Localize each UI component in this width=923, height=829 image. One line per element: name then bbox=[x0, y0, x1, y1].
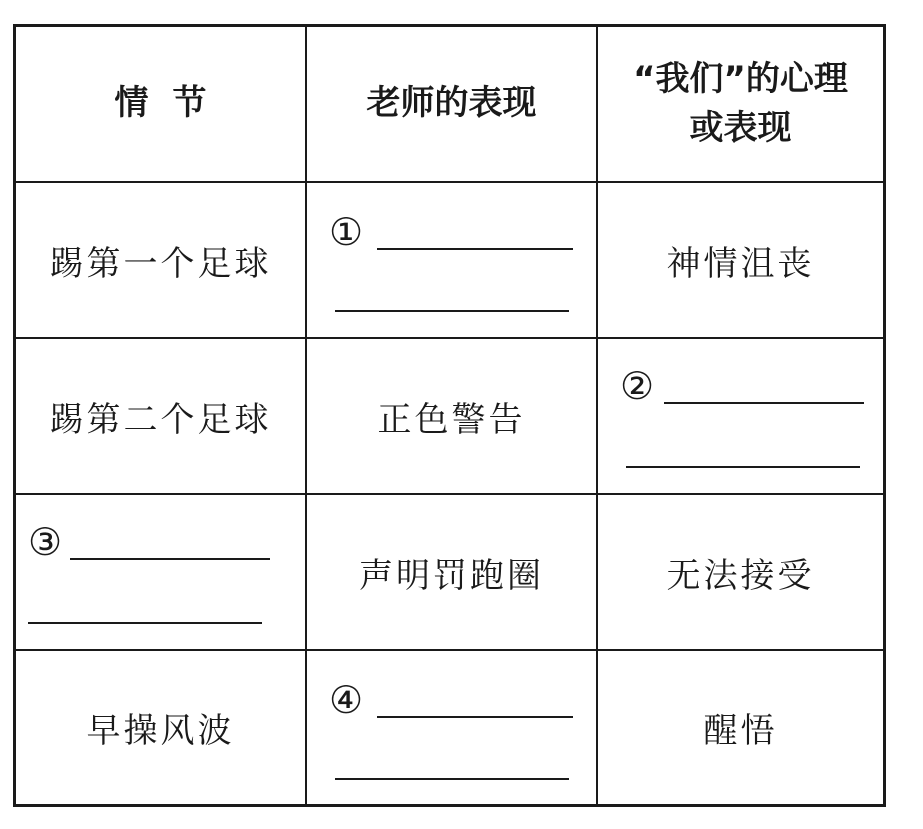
row4-students: 醒悟 bbox=[703, 711, 778, 751]
row3-plot-blank-cell[interactable] bbox=[16, 495, 307, 651]
header-cell-teacher bbox=[307, 27, 598, 183]
header-plot: 情节 bbox=[114, 83, 231, 124]
blank-line-4a bbox=[377, 716, 573, 718]
answer-table bbox=[13, 24, 886, 807]
header-students-line1: “我们”的心理 bbox=[633, 58, 848, 99]
blank-number-3: ③ bbox=[28, 520, 63, 564]
header-cell-students bbox=[598, 27, 883, 183]
row1-plot-cell bbox=[16, 183, 307, 339]
blank-line-3a bbox=[70, 558, 270, 560]
row4-teacher-blank-cell[interactable] bbox=[307, 651, 598, 804]
row4-plot: 早操风波 bbox=[86, 711, 235, 751]
blank-line-4b bbox=[335, 778, 569, 780]
answer-blank-4[interactable] bbox=[307, 651, 596, 804]
row3-students-cell bbox=[598, 495, 883, 651]
blank-line-3b bbox=[28, 622, 262, 624]
row1-plot: 踢第一个足球 bbox=[49, 243, 272, 284]
row2-plot: 踢第二个足球 bbox=[49, 399, 272, 440]
answer-blank-3[interactable] bbox=[16, 495, 305, 649]
header-students-line2: 或表现 bbox=[689, 108, 792, 148]
row1-students: 神情沮丧 bbox=[666, 243, 815, 284]
row2-students-blank-cell[interactable] bbox=[598, 339, 883, 495]
header-cell-plot bbox=[16, 27, 307, 183]
blank-line-1a bbox=[377, 248, 573, 250]
row3-teacher: 声明罚跑圈 bbox=[359, 555, 544, 596]
row4-students-cell bbox=[598, 651, 883, 804]
row2-teacher-cell bbox=[307, 339, 598, 495]
header-students bbox=[633, 55, 848, 154]
row3-teacher-cell bbox=[307, 495, 598, 651]
blank-line-2b bbox=[626, 466, 860, 468]
blank-line-2a bbox=[664, 402, 864, 404]
blank-number-1: ① bbox=[329, 210, 364, 254]
row3-students: 无法接受 bbox=[666, 555, 815, 596]
row2-plot-cell bbox=[16, 339, 307, 495]
answer-blank-1[interactable] bbox=[307, 183, 596, 337]
header-teacher: 老师的表现 bbox=[366, 83, 537, 124]
blank-number-2: ② bbox=[620, 364, 655, 408]
row1-teacher-blank-cell[interactable] bbox=[307, 183, 598, 339]
row1-students-cell bbox=[598, 183, 883, 339]
row4-plot-cell bbox=[16, 651, 307, 804]
row2-teacher: 正色警告 bbox=[377, 399, 526, 440]
blank-line-1b bbox=[335, 310, 569, 312]
blank-number-4: ④ bbox=[329, 678, 364, 722]
answer-blank-2[interactable] bbox=[598, 339, 883, 493]
